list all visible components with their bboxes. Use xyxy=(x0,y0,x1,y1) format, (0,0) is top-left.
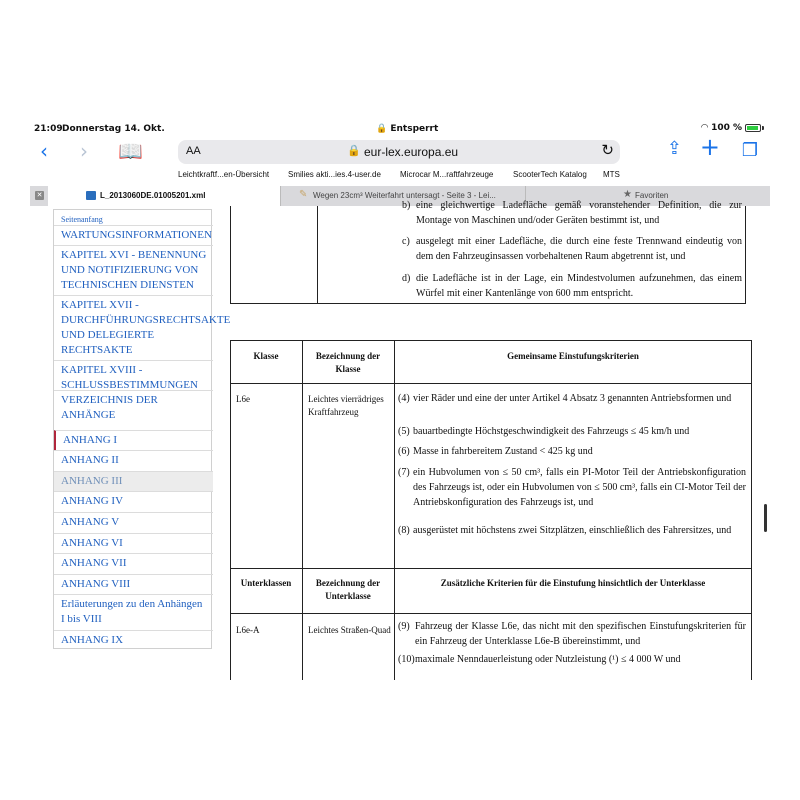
criterion-item xyxy=(398,652,746,667)
status-bar xyxy=(30,120,770,138)
reader-settings-button[interactable]: AA xyxy=(186,145,201,157)
criterion-number: (6) xyxy=(398,446,410,457)
status-unlocked xyxy=(376,124,438,134)
toc-item-line: KAPITEL XVIII - xyxy=(61,364,143,376)
criterion-number: b) xyxy=(402,200,411,211)
toc-item-line: RECHTSAKTE xyxy=(61,344,133,356)
chevron-right-icon[interactable]: › xyxy=(80,139,88,163)
toc-item-line: ANHÄNGE xyxy=(61,409,116,421)
table-border xyxy=(745,206,746,303)
toc-item-line: KAPITEL XVI - BENENNUNG xyxy=(61,249,207,261)
toc-item-line: ANHANG VI xyxy=(61,537,123,549)
toc-item[interactable] xyxy=(54,533,213,553)
col-header-unterklassen: Unterklassen xyxy=(240,578,292,588)
criterion-item xyxy=(402,271,742,301)
tab-active[interactable] xyxy=(48,186,280,206)
criterion-item xyxy=(398,391,746,406)
status-date: Donnerstag 14. Okt. xyxy=(62,124,165,134)
toc-item-line: I bis VIII xyxy=(61,613,102,625)
cell-bezeichnung: Leichtes vierrädriges Kraftfahrzeug xyxy=(308,394,384,417)
toc-item[interactable] xyxy=(54,553,213,573)
favorite-link[interactable]: Microcar M...raftfahrzeuge xyxy=(400,170,494,179)
criterion-text: maximale Nenndauerleistung oder Nutzleistung (¹) ≤ 4 000 W und xyxy=(415,654,681,665)
toc-item[interactable] xyxy=(54,225,213,245)
toc-item[interactable] xyxy=(54,594,213,629)
toc-item-line: ANHANG IV xyxy=(61,495,124,507)
toc-sidebar xyxy=(53,209,231,649)
criterion-text: ausgelegt mit einer Ladefläche, die durch eine feste Trennwand eindeutig von dem den Fahrzeuginsassen vorbehaltenen Raum abgetrennt ist, und xyxy=(416,236,742,262)
tab-label: Favoriten xyxy=(635,191,669,200)
cell-klasse: L6e xyxy=(236,394,250,404)
table-border xyxy=(302,340,303,680)
document-body xyxy=(230,200,752,680)
book-icon[interactable]: 📖 xyxy=(118,139,143,163)
tab-label: Wegen 23cm³ Weiterfahrt untersagt - Seite 3 - Lei... xyxy=(313,191,496,200)
battery-label: 100 % xyxy=(711,123,742,133)
browser-toolbar xyxy=(30,133,770,164)
toc-item[interactable] xyxy=(54,574,213,594)
toc-item-line: ANHANG V xyxy=(61,516,120,528)
toc-item[interactable] xyxy=(54,450,213,470)
criterion-number: d) xyxy=(402,273,411,284)
favorite-link[interactable]: MTS xyxy=(603,170,620,179)
lock-icon: 🔒 xyxy=(376,124,388,134)
table-border xyxy=(751,340,752,680)
tab-label: L_2013060DE.01005201.xml xyxy=(100,191,206,200)
page-content xyxy=(30,200,770,680)
toc-item-line: DURCHFÜHRUNGSRECHTSAKTE xyxy=(61,314,231,326)
criterion-item xyxy=(398,465,746,510)
status-unlocked-label: Entsperrt xyxy=(390,124,439,134)
forum-icon: ✎ xyxy=(299,189,308,200)
favorite-link[interactable]: Smilies akti...ies.4-user.de xyxy=(288,170,381,179)
plus-icon[interactable]: + xyxy=(699,133,720,161)
criterion-text: vier Räder und eine der unter Artikel 4 Absatz 3 genannten Antriebsformen und xyxy=(413,393,732,404)
criterion-item xyxy=(398,424,746,439)
criterion-number: (8) xyxy=(398,525,410,536)
chevron-left-icon[interactable]: ‹ xyxy=(40,139,48,163)
toc-item-line: ANHANG I xyxy=(63,434,118,446)
col-header-kriterien: Gemeinsame Einstufungskriterien xyxy=(507,351,639,361)
wifi-icon: ◠ xyxy=(701,123,709,133)
criterion-item xyxy=(402,198,742,228)
col-header-bezeichnung-unterklasse: Bezeichnung der Unterklasse xyxy=(315,578,381,601)
criterion-text: Masse in fahrbereitem Zustand < 425 kg und xyxy=(413,446,593,457)
status-time: 21:09 xyxy=(34,124,63,134)
criterion-item xyxy=(402,234,742,264)
table-border xyxy=(230,340,752,341)
battery-tip xyxy=(762,126,764,130)
col-header-zusaetzliche-kriterien: Zusätzliche Kriterien für die Einstufung hinsichtlich der Unterklasse xyxy=(440,578,706,588)
favorites-bar xyxy=(30,166,770,184)
toc-item-line: VERZEICHNIS DER xyxy=(61,394,158,406)
criterion-text: eine gleichwertige Ladefläche gemäß voranstehender Definition, die zur Montage von Maschinen und/oder Geräten bestimmt ist, und xyxy=(416,200,742,226)
criterion-number: (9) xyxy=(398,621,410,632)
table-border xyxy=(230,206,231,303)
table-border xyxy=(230,303,746,304)
toc-item-line: ANHANG III xyxy=(61,475,123,487)
battery-icon xyxy=(745,124,761,132)
toc-item[interactable] xyxy=(54,295,231,360)
criterion-number: (4) xyxy=(398,393,410,404)
cell-bezeichnung-unterklasse: Leichtes Straßen-Quad xyxy=(308,625,391,635)
back-to-top-link[interactable]: Seitenanfang xyxy=(61,215,103,224)
toc-item-line: WARTUNGSINFORMATIONEN xyxy=(61,229,212,241)
url-text[interactable]: eur-lex.europa.eu xyxy=(364,145,459,159)
col-header-bezeichnung: Bezeichnung der Klasse xyxy=(315,351,381,374)
criterion-number: (10) xyxy=(398,654,415,665)
toc-item[interactable] xyxy=(54,471,213,491)
criterion-item xyxy=(398,444,746,459)
lock-icon: 🔒 xyxy=(347,145,361,157)
criterion-item xyxy=(398,523,746,538)
toc-item[interactable] xyxy=(54,245,213,295)
toc-item[interactable] xyxy=(54,390,213,425)
criterion-text: ein Hubvolumen von ≤ 50 cm³, falls ein PI-Motor Teil der Antriebskonfiguration des Fahrzeugs ist, oder ein Hubvolumen von ≤ 500 cm³, falls ein CI-Motor Teil der Antriebskonfiguration des Fahrzeugs ist, und xyxy=(413,467,746,508)
toc-item-line: TECHNISCHEN DIENSTEN xyxy=(61,279,194,291)
table-border xyxy=(317,206,318,303)
toc-item-line: ANHANG VII xyxy=(61,557,127,569)
toc-item[interactable] xyxy=(54,430,213,450)
col-header-klasse: Klasse xyxy=(253,351,279,361)
criterion-number: (5) xyxy=(398,426,410,437)
criterion-item xyxy=(398,619,746,649)
toc-item[interactable] xyxy=(54,512,213,532)
toc-item-line: SCHLUSSBESTIMMUNGEN xyxy=(61,379,198,391)
document-icon xyxy=(86,191,96,200)
criterion-text: bauartbedingte Höchstgeschwindigkeit des Fahrzeugs ≤ 45 km/h und xyxy=(413,426,690,437)
cell-unterklasse: L6e-A xyxy=(236,625,260,635)
table-border xyxy=(230,613,752,614)
toc-item-line: ANHANG II xyxy=(61,454,119,466)
star-icon: ★ xyxy=(623,189,632,200)
criterion-text: Fahrzeug der Klasse L6e, das nicht mit den spezifischen Einstufungskriterien für ein Fahrzeug der Unterklasse L6e-B übereinstimmt, und xyxy=(415,621,746,647)
criterion-number: c) xyxy=(402,236,410,247)
toc-item-line: Erläuterungen zu den Anhängen xyxy=(61,598,203,610)
criterion-text: ausgerüstet mit höchstens zwei Sitzplätzen, einschließlich des Fahrersitzes, und xyxy=(413,525,732,536)
url-bar[interactable] xyxy=(178,140,620,164)
favorite-link[interactable]: ScooterTech Katalog xyxy=(513,170,587,179)
table-border xyxy=(230,340,231,680)
status-right xyxy=(701,123,764,133)
scrollbar-thumb[interactable] xyxy=(764,504,767,532)
toc-item[interactable] xyxy=(54,491,213,511)
toc-item-line: ANHANG IX xyxy=(61,634,124,646)
reload-icon[interactable]: ↻ xyxy=(601,142,614,159)
toc-item[interactable] xyxy=(54,630,213,650)
table-border xyxy=(230,383,752,384)
toc-item-line: ANHANG VIII xyxy=(61,578,131,590)
close-tab-icon[interactable]: ✕ xyxy=(36,192,43,199)
tabs-icon[interactable]: ❐ xyxy=(741,140,758,161)
table-border xyxy=(230,568,752,569)
favorite-link[interactable]: Leichtkraftf...en-Übersicht xyxy=(178,170,270,179)
toc-item-line: UND NOTIFIZIERUNG VON xyxy=(61,264,199,276)
table-border xyxy=(394,340,395,680)
ipad-screen xyxy=(30,120,770,680)
criterion-number: (7) xyxy=(398,467,410,478)
criterion-text: die Ladefläche ist in der Lage, ein Mindestvolumen aufzunehmen, das einem Würfel mit einer Kantenlänge von 600 mm entspricht. xyxy=(416,273,742,299)
share-icon[interactable]: ⇪ xyxy=(666,138,682,159)
toc-item-line: KAPITEL XVII - xyxy=(61,299,139,311)
toc-item-line: UND DELEGIERTE xyxy=(61,329,155,341)
